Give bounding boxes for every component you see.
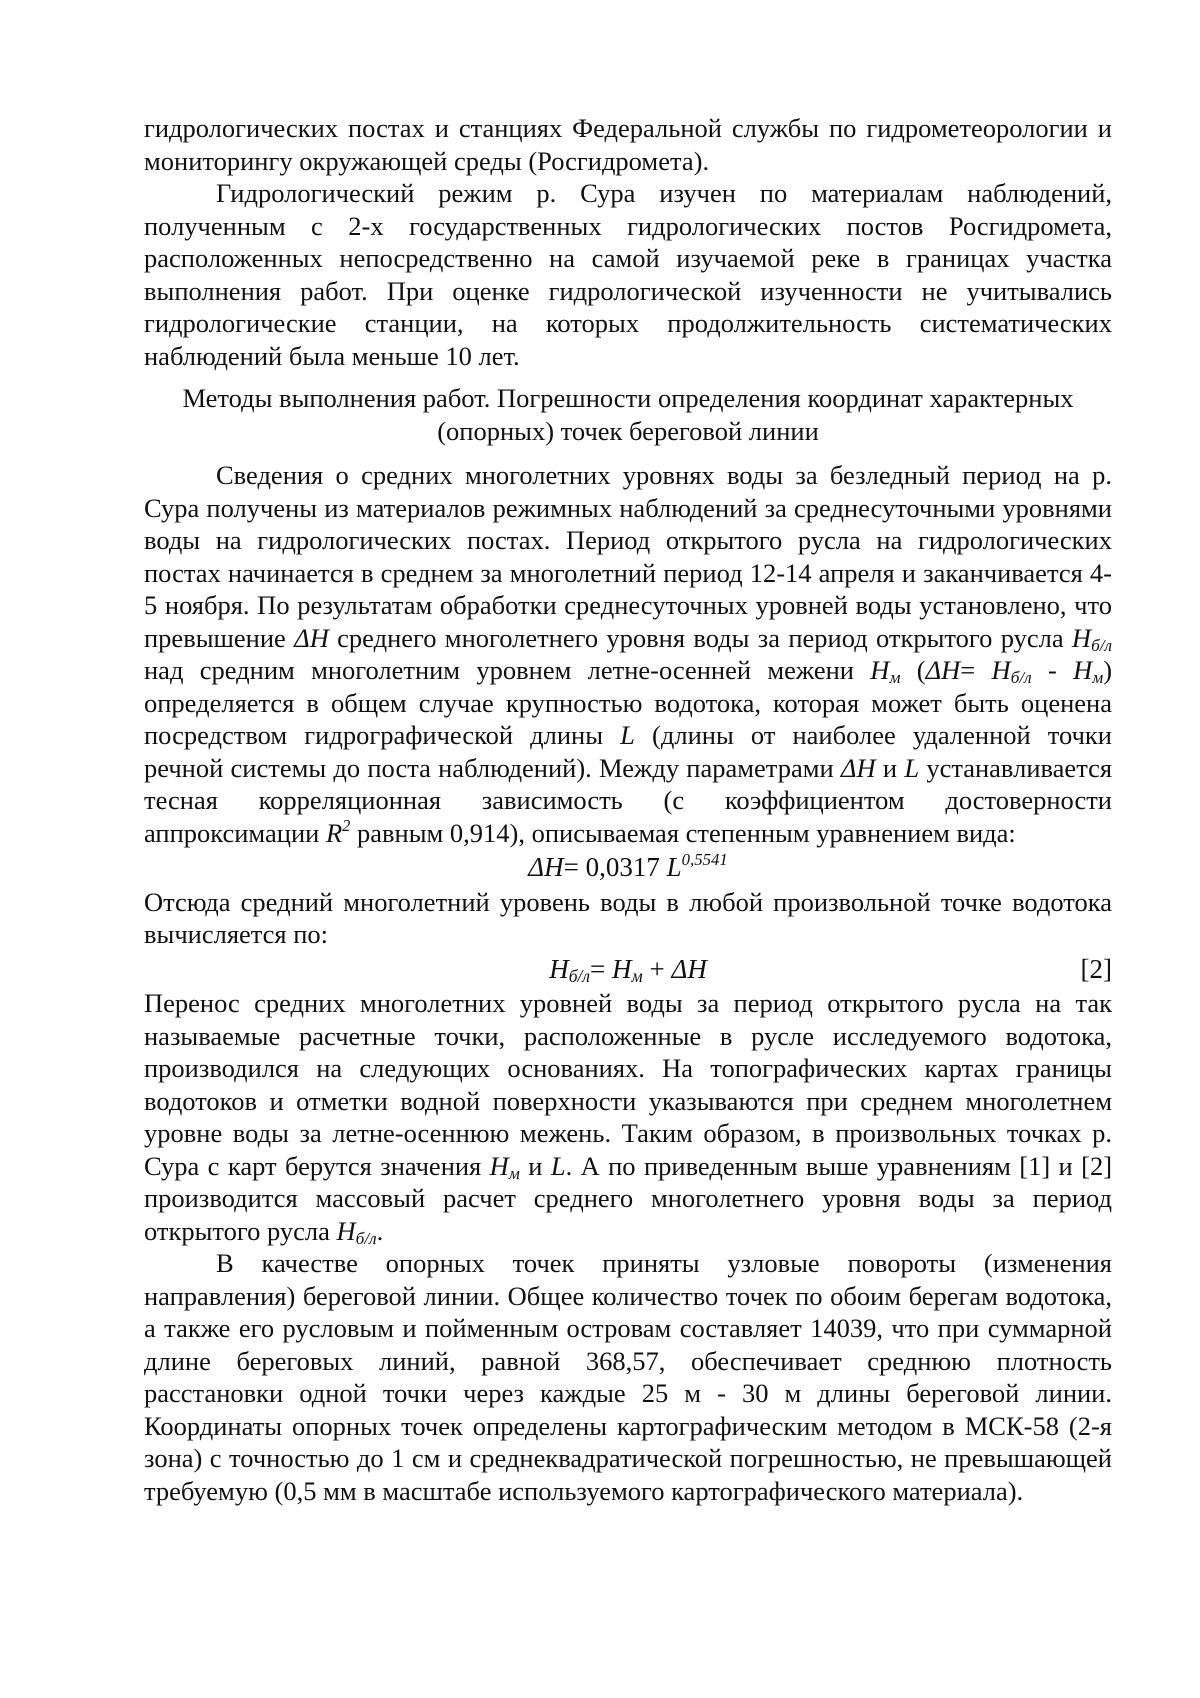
h-bl-symbol: $H_{б/л}$ [1071, 622, 1113, 655]
document-page [144, 112, 1112, 1507]
formula-1: ΔH= 0,0317 $L^{0,5541}$ [528, 850, 728, 882]
r-squared-symbol: $R^2$ [325, 815, 351, 848]
l-symbol: L [904, 752, 920, 783]
l-symbol: L [620, 720, 635, 750]
h-m-symbol: $H_м$ [489, 1150, 520, 1183]
section-heading: Методы выполнения работ. Погрешности определения координат характерных (опорных) точек береговой линии [182, 383, 1074, 446]
formula-2: $H_{б/л}= H_м + \Delta H$ [2] [549, 953, 1112, 986]
text-run: и [882, 752, 898, 783]
h-m-symbol: $H_м$ [870, 655, 901, 687]
text-run: равным 0,914), описываемая степенным уравнением вида: [357, 817, 1016, 848]
text-run: определяется в общем случае крупностью водотока, которая может быть оценена посредством гидрографической длины [144, 687, 1112, 750]
text-run: устанавливается тесная корреляционная зависимость (с коэффициентом достоверности аппроксимации [144, 752, 1113, 848]
paragraph-hydro-regime: Гидрологический режим р. Сура изучен по материалам наблюдений, полученным с 2-х государственных гидрологических постов Росгидромета, расположенных непосредственно на самой изучаемой реке в границах участка выполнения работ. При оценке гидрологической изученности не учитывались гидрологические станции, на которых продолжительность систематических наблюдений была меньше 10 лет. [144, 178, 1112, 371]
text-run: среднего многолетнего уровня воды за период открытого русла [337, 622, 1064, 653]
text-run: . А по приведенным выше уравнениям [1] и [2] производится массовый расчет среднего многолетнего уровня воды за период открытого русла [144, 1150, 1113, 1246]
text-run: и [528, 1150, 543, 1181]
text-run: Перенос средних многолетних уровней воды за период открытого русла на так называемые расчетные точки, расположенные в русле исследуемого водотока, производился на следующих основаниях. На топографических картах границы водотоков и отметки водной поверхности указываются при среднем многолетнем уровне воды за летне-осеннюю межень. Таким образом, в произвольных точках р. Сура с карт берутся значения [144, 988, 1112, 1181]
l-symbol: L [550, 1150, 566, 1181]
paragraph-transfer: Перенос средних многолетних уровней воды за период открытого русла на так называемые расчетные точки, расположенные в русле исследуемого водотока, производился на следующих основаниях. На топографических картах границы водотоков и отметки водной поверхности указываются при среднем многолетнем уровне воды за летне-осеннюю межень. Таким образом, в произвольных точках р. Сура с карт берутся значения $H_м$ и L. А по приведенным выше уравнениям [1] и [2] производится массовый расчет среднего многолетнего уровня воды за период открытого русла $H_{б/л}$. [144, 988, 1113, 1248]
text-run: над средним многолетним уровнем летне-осенней межени [144, 655, 854, 685]
inline-formula: $(\Delta H= H_{б/л} - H_м)$ [916, 655, 1113, 687]
delta-h-symbol: ΔH [840, 752, 876, 783]
text-run: (длины от наиболее удаленной точки речной системы до поста наблюдений). Между параметрами [144, 720, 1112, 783]
formula-number: [2] [1080, 953, 1112, 984]
paragraph-reference-points: В качестве опорных точек приняты узловые повороты (изменения направления) береговой линии. Общее количество точек по обоим берегам водотока, а также его русловым и пойменным островам составляет 14039, что при суммарной длине береговых линий, равной 368,57, обеспечивает среднюю плотность расстановки одной точки через каждые 25 м - 30 м длины береговой линии. Координаты опорных точек определены картографическим методом в МСК-58 (2-я зона) с точностью до 1 см и среднеквадратической погрешностью, не превышающей требуемую (0,5 мм в масштабе используемого картографического материала). [144, 1248, 1112, 1506]
paragraph-derivation: Отсюда средний многолетний уровень воды в любой произвольной точке водотока вычисляется по: [144, 886, 1112, 949]
text-run: Сведения о средних многолетних уровнях воды за безледный период на р. Сура получены из материалов режимных наблюдений за среднесуточными уровнями воды на гидрологических постах. Период открытого русла на гидрологических постах начинается в среднем за многолетний период 12-14 апреля и заканчивается 4-5 ноября. По результатам обработки среднесуточных уровней воды установлено, что превышение [144, 460, 1112, 653]
delta-h-symbol: ΔH [294, 622, 329, 653]
paragraph-methods [144, 459, 1112, 849]
paragraph-intro: гидрологических постах и станциях Федеральной службы по гидрометеорологии и мониторингу окружающей среды (Росгидромета). [144, 113, 1112, 176]
h-bl-symbol: $H_{б/л}$ [336, 1215, 377, 1248]
